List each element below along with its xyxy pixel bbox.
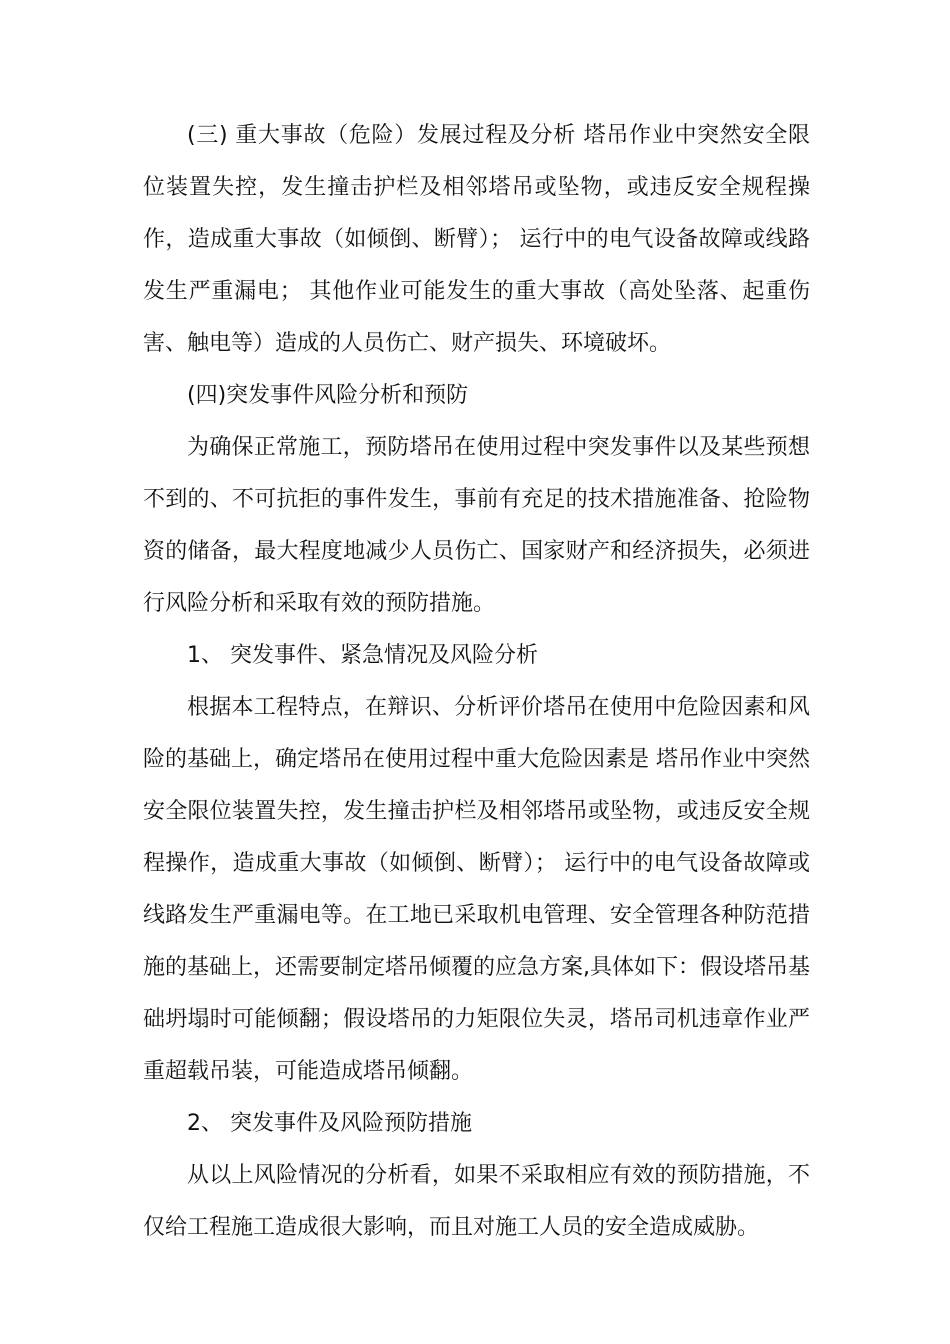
heading-prevention-measures: 2、 突发事件及风险预防措施	[187, 1111, 472, 1136]
heading-risk-analysis-prevention: (四)突发事件风险分析和预防	[187, 383, 469, 408]
paragraph-conclusion: 从以上风险情况的分析看，如果不采取相应有效的预防措施，不仅给工程施工造成很大影响，而且对施工人员的安全造成威胁。	[143, 1163, 810, 1240]
paragraph-risk-factors: 根据本工程特点，在辩识、分析评价塔吊在使用中危险因素和风险的基础上，确定塔吊在使用过程中重大危险因素是 塔吊作业中突然安全限位装置失控，发生撞击护栏及相邻塔吊或坠物，或违反安全规程操作，造成重大事故（如倾倒、断臂）； 运行中的电气设备故障或线路发生严重漏电等。在工地已采取机电管理、安全管理各种防范措施的基础上，还需要制定塔吊倾覆的应急方案,具体如下：假设塔吊基础坍塌时可能倾翻；假设塔吊的力矩限位失灵，塔吊司机违章作业严重超载吊装，可能造成塔吊倾翻。	[143, 695, 810, 1084]
paragraph-prevention-purpose: 为确保正常施工，预防塔吊在使用过程中突发事件以及某些预想不到的、不可抗拒的事件发生，事前有充足的技术措施准备、抢险物资的储备，最大程度地减少人员伤亡、国家财产和经济损失，必须进行风险分析和采取有效的预防措施。	[143, 435, 810, 616]
document-body	[143, 110, 810, 1254]
heading-emergency-risk-analysis: 1、 突发事件、紧急情况及风险分析	[187, 643, 538, 668]
paragraph-major-accident-analysis: (三) 重大事故（危险）发展过程及分析 塔吊作业中突然安全限位装置失控，发生撞击护栏及相邻塔吊或坠物，或违反安全规程操作，造成重大事故（如倾倒、断臂）； 运行中的电气设备故障或线路发生严重漏电； 其他作业可能发生的重大事故（高处坠落、起重伤害、触电等）造成的人员伤亡、财产损失、环境破坏。	[143, 123, 810, 356]
